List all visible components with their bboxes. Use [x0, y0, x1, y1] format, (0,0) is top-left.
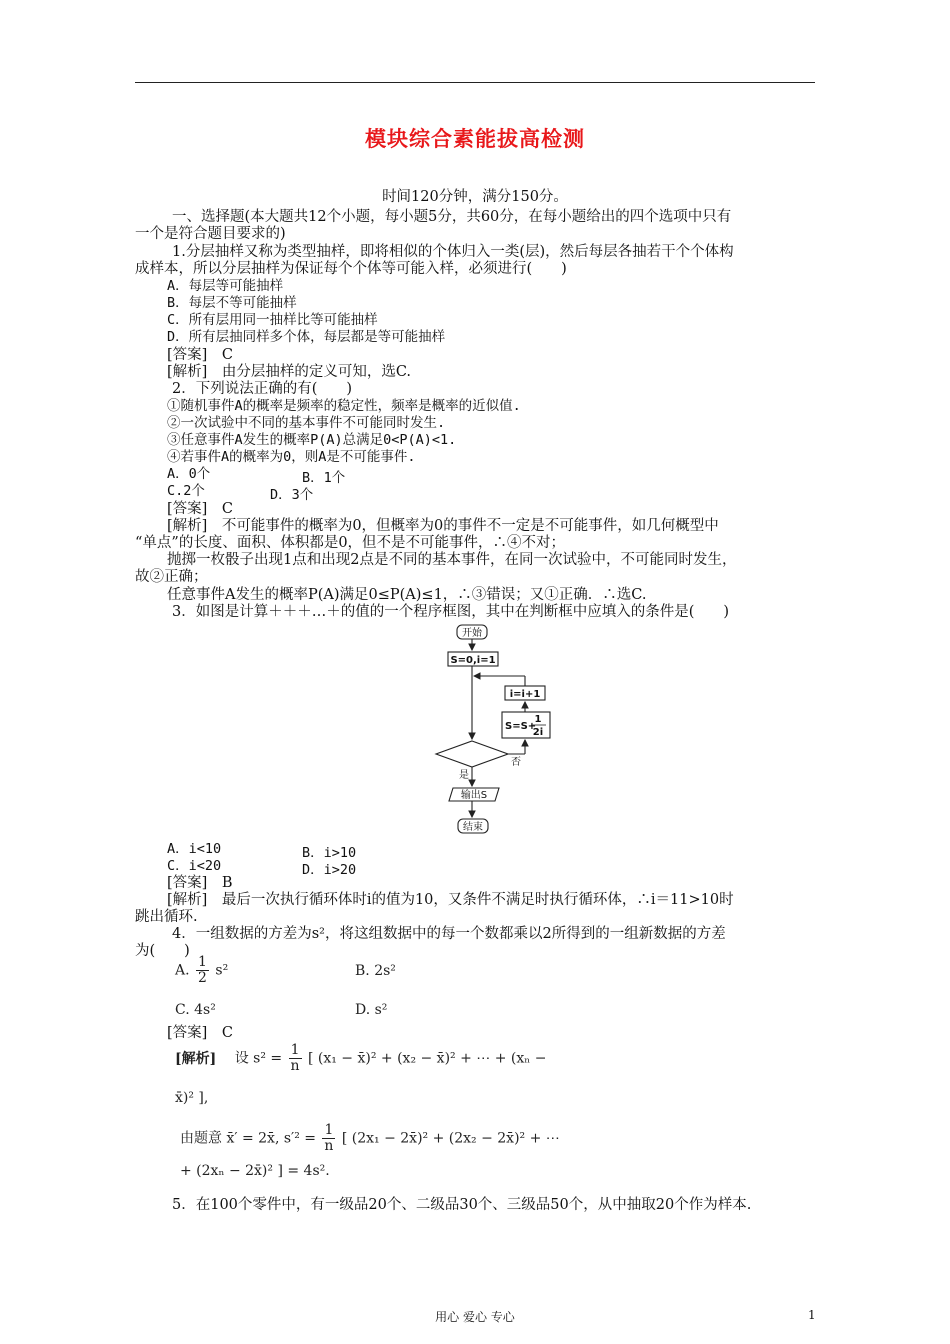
q5-stem: 5．在100个零件中，有一级品20个、二级品30个、三级品50个，从中抽取20个作为样本. — [172, 1197, 752, 1213]
q3-answer: [答案] B — [167, 875, 233, 891]
q1-stem-cont: 成样本，所以分层抽样为保证每个个体等可能入样，必须进行( ) — [135, 261, 567, 277]
flowchart-update-prefix: S=S+ — [505, 721, 537, 732]
q4-option-a-tail: s² — [215, 962, 229, 979]
flowchart-no-label: 否 — [511, 757, 521, 768]
header-rule — [135, 82, 815, 83]
q4-analysis-label: [解析] — [175, 1050, 217, 1067]
q3-analysis: [解析] 最后一次执行循环体时i的值为10，又条件不满足时执行循环体，∴i＝11>10时 — [167, 892, 734, 908]
q2-analysis-cont: 任意事件A发生的概率P(A)满足0≤P(A)≤1，∴③错误；又①正确．∴选C. — [167, 587, 647, 603]
q4-stem-cont: 为( ) — [135, 943, 190, 959]
q4-option-a — [175, 955, 228, 986]
q2-option-c: C.2个 — [167, 483, 205, 499]
q4-analysis-sum: [ (x₁ − x̄)² + (x₂ − x̄)² + ⋯ + (xₙ − — [307, 1050, 547, 1067]
q3-stem: 3．如图是计算＋＋＋…＋的值的一个程序框图，其中在判断框中应填入的条件是( ) — [172, 604, 730, 620]
flowchart-yes-label: 是 — [459, 770, 469, 781]
program-flowchart — [425, 623, 575, 838]
q4-analysis-fraction: $\frac{1}{n}$ — [290, 1042, 300, 1074]
section-heading: 一、选择题(本大题共12个小题，每小题5分，共60分，在每小题给出的四个选项中只有 — [172, 209, 732, 225]
q2-analysis: [解析] 不可能事件的概率为0，但概率为0的事件不一定是不可能事件，如几何概型中 — [167, 518, 719, 534]
exam-info: 时间120分钟，满分150分。 — [382, 189, 568, 205]
q2-statement-4: ④若事件A的概率为0，则A是不可能事件. — [167, 449, 416, 465]
q2-statement-3: ③任意事件A发生的概率P(A)总满足0<P(A)<1. — [167, 432, 457, 448]
page-footer: 用心 爱心 专心 — [435, 1310, 515, 1324]
flowchart-init-label: S=0,i=1 — [450, 655, 496, 666]
flowchart-increment-label: i=i+1 — [509, 689, 541, 700]
q1-analysis: [解析] 由分层抽样的定义可知，选C. — [167, 364, 411, 380]
flowchart-update-denominator: 2i — [532, 727, 544, 738]
page-number: 1 — [808, 1308, 816, 1322]
q1-option-d: D．所有层抽同样多个体，每层都是等可能抽样 — [167, 329, 446, 345]
q2-option-b: B．1个 — [302, 470, 346, 486]
q4-option-b: B. 2s² — [355, 963, 396, 979]
q3-analysis-cont: 跳出循环. — [135, 909, 198, 925]
q4-analysis-line4: + (2xₙ − 2x̄)² ] = 4s². — [180, 1163, 330, 1179]
q4-option-c: C. 4s² — [175, 1002, 216, 1018]
flowchart-update-numerator: 1 — [534, 714, 542, 725]
page-title: 模块综合素能拔高检测 — [365, 127, 585, 151]
q4-stem: 4．一组数据的方差为s²，将这组数据中的每一个数都乘以2所得到的一组新数据的方差 — [172, 926, 726, 942]
flowchart-decision-node — [436, 741, 508, 767]
q1-option-c: C．所有层用同一抽样比等可能抽样 — [167, 312, 378, 328]
q2-analysis-cont: “单点”的长度、面积、体积都是0，但不是不可能事件，∴④不对； — [135, 535, 566, 551]
q2-analysis-cont: 故②正确； — [135, 569, 208, 585]
q2-statement-1: ①随机事件A的概率是频率的稳定性，频率是概率的近似值. — [167, 398, 521, 414]
flowchart-end-label: 结束 — [463, 822, 483, 833]
q3-option-d: D．i>20 — [302, 862, 357, 878]
q2-statement-2: ②一次试验中不同的基本事件不可能同时发生. — [167, 415, 446, 431]
q1-stem: 1.分层抽样又称为类型抽样，即将相似的个体归入一类(层)，然后每层各抽若干个个体构 — [172, 244, 734, 260]
q4-analysis-prefix: 设 s² = — [234, 1050, 283, 1067]
flowchart-output-label: 输出S — [460, 790, 488, 801]
q4-answer: [答案] C — [167, 1025, 233, 1041]
section-heading-cont: 一个是符合题目要求的) — [135, 226, 286, 242]
q2-option-a: A．0个 — [167, 466, 211, 482]
q2-stem: 2．下列说法正确的有( ) — [172, 381, 353, 397]
q1-option-b: B．每层不等可能抽样 — [167, 295, 297, 311]
q2-option-d: D．3个 — [270, 487, 314, 503]
q4-analysis-sum-2: [ (2x₁ − 2x̄)² + (2x₂ − 2x̄)² + ⋯ — [341, 1130, 560, 1147]
q4-analysis-line3 — [180, 1123, 560, 1154]
q3-option-c: C．i<20 — [167, 858, 222, 874]
q3-option-a: A．i<10 — [167, 841, 222, 857]
q3-option-b: B．i>10 — [302, 845, 357, 861]
q4-analysis-line2: x̄)² ], — [175, 1090, 209, 1106]
q2-answer: [答案] C — [167, 501, 233, 517]
q4-option-a-label: A. — [175, 962, 190, 979]
q4-option-d: D. s² — [355, 1002, 388, 1018]
q4-analysis-line1 — [175, 1043, 547, 1074]
q1-answer: [答案] C — [167, 347, 233, 363]
q4-analysis-fraction-2: $\frac{1}{n}$ — [324, 1122, 334, 1154]
q4-analysis-prefix-2: 由题意 x̄′ = 2x̄, s′² = — [180, 1130, 317, 1147]
flowchart-start-label: 开始 — [462, 628, 482, 639]
q2-analysis-cont: 抛掷一枚骰子出现1点和出现2点是不同的基本事件，在同一次试验中，不可能同时发生， — [167, 552, 737, 568]
q1-option-a: A．每层等可能抽样 — [167, 278, 284, 294]
q4-option-a-fraction: $\frac{1}{2}$ — [198, 954, 207, 986]
